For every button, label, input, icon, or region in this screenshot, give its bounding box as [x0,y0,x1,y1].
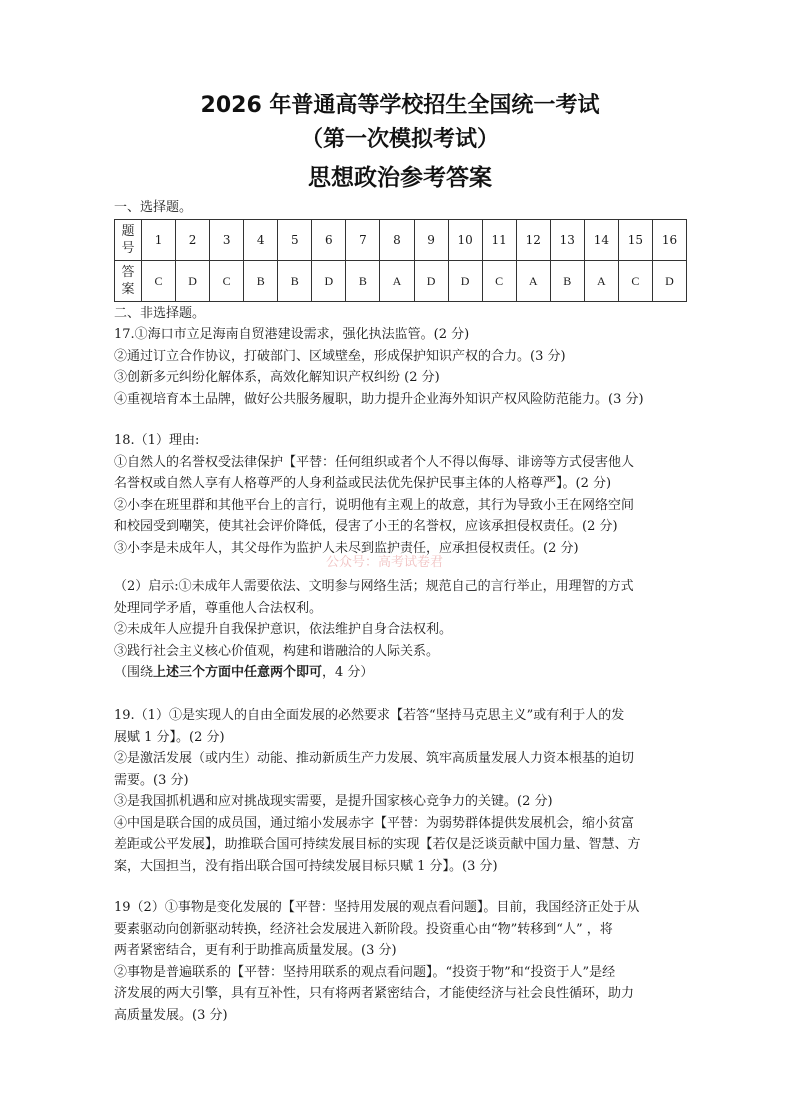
answer-cell: A [584,261,618,302]
watermark-text: 公众号：高考试卷君 [326,555,444,570]
question-17-answer [114,324,694,410]
question-number: 8 [380,220,414,261]
answer-cell: B [346,261,380,302]
question-number: 15 [618,220,652,261]
answer-cell: C [142,261,176,302]
answer-cell: C [482,261,516,302]
document-title [0,90,800,196]
answer-line: ③是我国抓机遇和应对挑战现实需要，是提升国家核心竞争力的关键。(2 分) [114,794,553,809]
question-19-part2-answer [114,897,694,1026]
answer-table [114,219,687,302]
answer-line: ①自然人的名誉权受法律保护【平替：任何组织或者个人不得以侮辱、诽谤等方式侵害他人 [114,454,635,470]
answer-cell: C [618,261,652,302]
question-number: 13 [550,220,584,261]
scoring-note [114,662,694,684]
answer-line: ②事物是普遍联系的【平替：坚持用联系的观点看问题】。“投资于物”和“投资于人”是经 [114,964,616,980]
question-number: 3 [210,220,244,261]
exam-title: 2026 年普通高等学校招生全国统一考试 [200,93,600,118]
answer-cell: D [448,261,482,302]
answer-line: ②通过订立合作协议，打破部门、区域壁垒，形成保护知识产权的合力。(3 分) [114,348,566,364]
question-number: 12 [516,220,550,261]
answer-line: ②是激活发展（或内生）动能、推动新质生产力发展、筑牢高质量发展人力资本根基的迫切 [114,751,635,766]
answer-line: ②小李在班里群和其他平台上的言行，说明他有主观上的故意，其行为导致小王在网络空间 [114,497,635,513]
answer-line: ④重视培育本土品牌，做好公共服务履职，助力提升企业海外知识产权风险防范能力。(3 分) [114,391,644,407]
note-emphasis: 上述三个方面中任意两个即可 [153,665,323,680]
answer-line: 差距或公平发展】，助推联合国可持续发展目标的实现【若仅是泛谈贡献中国力量、智慧、方 [114,837,641,852]
question-number: 14 [584,220,618,261]
answer-line: ②未成年人应提升自我保护意识，依法维护自身合法权利。 [114,622,453,637]
question-19-part1-answer [114,705,694,877]
question-number: 1 [142,220,176,261]
answer-line: 名誉权或自然人享有人格尊严的人身利益或民法优先保护民事主体的人格尊严】。(2 分) [114,476,612,491]
answer-line: 17.①海口市立足海南自贸港建设需求，强化执法监管。(2 分) [114,327,470,342]
answer-line: 展赋 1 分】。(2 分) [114,729,225,745]
answer-cell: D [312,261,346,302]
question-number: 9 [414,220,448,261]
label-char: 案 [121,282,135,297]
answer-line: 和校园受到嘲笑，使其社会评价降低，侵害了小王的名誉权，应该承担侵权责任。(2 分) [114,519,618,534]
question-number-row [115,220,687,261]
answer-line: ③小李是未成年人，其父母作为监护人未尽到监护责任，应承担侵权责任。(2 分) [114,540,579,556]
answer-cell: C [210,261,244,302]
answer-line: 处理同学矛盾，尊重他人合法权利。 [114,600,323,616]
answer-line: 需要。(3 分) [114,772,189,788]
question-number-label [115,220,142,261]
note-prefix: （围绕 [114,665,154,680]
label-char: 答 [121,265,135,280]
question-number: 5 [278,220,312,261]
question-number: 4 [244,220,278,261]
answer-cell: A [516,261,550,302]
note-suffix: ，4 分） [322,665,374,680]
answer-line: 案，大国担当，没有指出联合国可持续发展目标只赋 1 分】。(3 分) [114,858,498,874]
answer-cell: D [414,261,448,302]
question-number: 10 [448,220,482,261]
answer-line: 高质量发展。(3 分) [114,1007,228,1023]
answer-line: （2）启示:①未成年人需要依法、文明参与网络生活；规范自己的言行举止，用理智的方式 [114,579,634,594]
answer-cell: A [380,261,414,302]
question-number: 16 [652,220,686,261]
answer-label [115,261,142,302]
question-18-part2-answer [114,576,694,684]
answer-cell: B [278,261,312,302]
answer-line: 18.（1）理由: [114,433,200,448]
question-number: 6 [312,220,346,261]
section-nonchoice-heading: 二、非选择题。 [114,306,206,321]
answer-cell: D [652,261,686,302]
question-number: 7 [346,220,380,261]
question-number: 11 [482,220,516,261]
question-number: 2 [176,220,210,261]
question-18-part1-answer [114,430,694,559]
answer-line: 济发展的两大引擎，具有互补性，只有将两者紧密结合，才能使经济与社会良性循环，助力 [114,986,635,1001]
answer-cell: B [244,261,278,302]
answer-line: ④中国是联合国的成员国，通过缩小发展赤字【平替：为弱势群体提供发展机会，缩小贫富 [114,815,635,831]
answer-line: 两者紧密结合，更有利于助推高质量发展。(3 分) [114,943,397,958]
label-char: 题 [121,224,135,239]
answer-line: 19.（1）①是实现人的自由全面发展的必然要求【若答“坚持马克思主义”或有利于人的发 [114,708,625,723]
answer-line: 要素驱动向创新驱动转换，经济社会发展进入新阶段。投资重心由“物”转移到“人” ，将 [114,921,613,937]
subject-title: 思想政治参考答案 [308,165,492,191]
answer-line: ③践行社会主义核心价值观，构建和谐融洽的人际关系。 [114,643,440,659]
exam-subtitle: （第一次模拟考试） [300,127,499,152]
section-choice-heading: 一、选择题。 [114,200,193,215]
answer-row [115,261,687,302]
answer-cell: B [550,261,584,302]
answer-line: ③创新多元纠纷化解体系，高效化解知识产权纠纷 (2 分) [114,370,440,385]
label-char: 号 [121,241,135,256]
answer-cell: D [176,261,210,302]
answer-line: 19（2）①事物是变化发展的【平替：坚持用发展的观点看问题】。目前，我国经济正处于从 [114,900,640,915]
